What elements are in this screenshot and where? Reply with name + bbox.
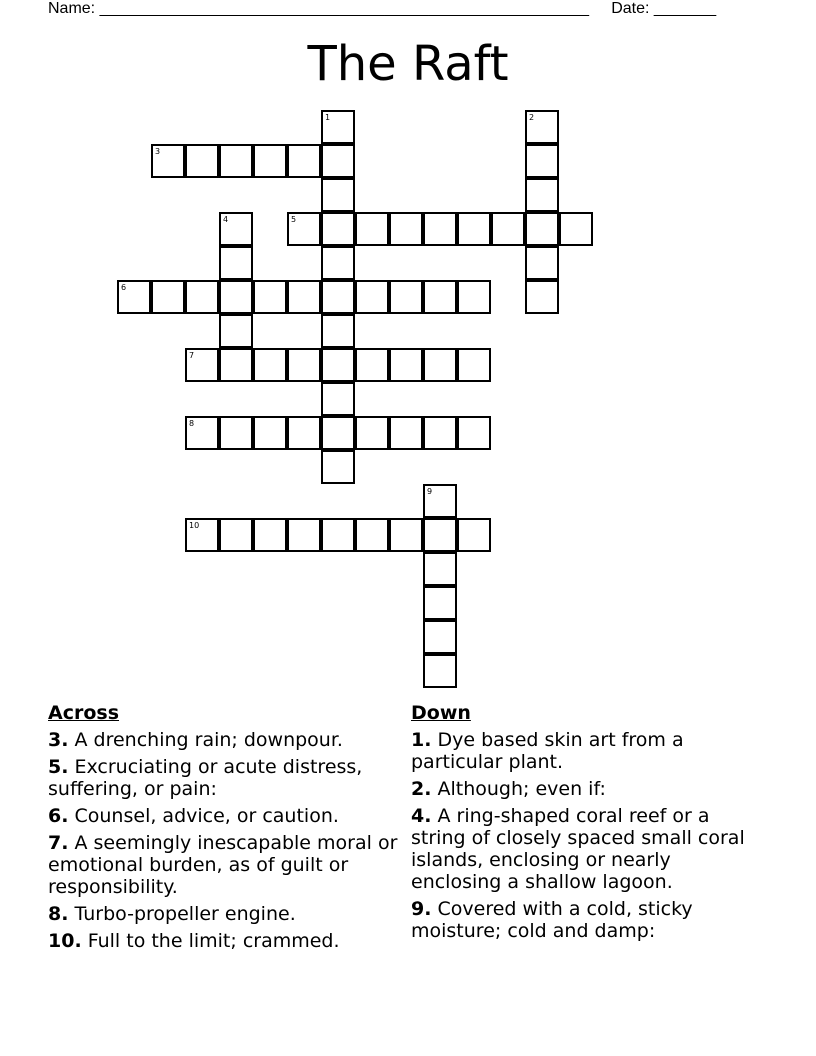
crossword-cell[interactable]	[253, 518, 287, 552]
down-heading: Down	[411, 702, 471, 724]
crossword-cell[interactable]	[287, 348, 321, 382]
crossword-cell[interactable]	[321, 314, 355, 348]
cell-number: 2	[529, 113, 535, 122]
crossword-cell[interactable]	[423, 484, 457, 518]
cell-number: 3	[155, 147, 161, 156]
across-heading: Across	[48, 702, 120, 724]
clue-number: 4.	[411, 805, 432, 827]
crossword-cell[interactable]	[457, 416, 491, 450]
crossword-cell[interactable]	[389, 212, 423, 246]
clue-text: A ring-shaped coral reef or a string of closely spaced small coral islands, enclosing or nearly enclosing a shallow lagoon.	[411, 805, 745, 893]
crossword-cell[interactable]	[219, 518, 253, 552]
cell-number: 9	[427, 487, 433, 496]
crossword-cell[interactable]	[219, 348, 253, 382]
down-clue	[411, 778, 761, 800]
crossword-cell[interactable]	[355, 518, 389, 552]
crossword-cell[interactable]	[423, 586, 457, 620]
clue-text: Turbo-propeller engine.	[74, 903, 296, 925]
crossword-cell[interactable]	[287, 416, 321, 450]
across-clue	[48, 729, 398, 751]
across-clue	[48, 903, 398, 925]
crossword-cell[interactable]	[423, 654, 457, 688]
clue-text: Full to the limit; crammed.	[87, 930, 340, 952]
crossword-cell[interactable]	[151, 280, 185, 314]
clue-text: Excruciating or acute distress, suffering, or pain:	[48, 756, 363, 800]
crossword-cell[interactable]	[321, 144, 355, 178]
down-clue	[411, 898, 761, 942]
crossword-cell[interactable]	[185, 348, 219, 382]
clue-text: A drenching rain; downpour.	[74, 729, 343, 751]
crossword-cell[interactable]	[185, 518, 219, 552]
clue-text: Covered with a cold, sticky moisture; cold and damp:	[411, 898, 693, 942]
crossword-cell[interactable]	[321, 178, 355, 212]
cell-number: 7	[189, 351, 195, 360]
crossword-cell[interactable]	[321, 246, 355, 280]
crossword-cell[interactable]	[253, 416, 287, 450]
crossword-cell[interactable]	[355, 416, 389, 450]
across-clues	[48, 701, 398, 957]
cell-number: 10	[189, 521, 200, 530]
clue-text: A seemingly inescapable moral or emotional burden, as of guilt or responsibility.	[48, 832, 398, 898]
down-clue	[411, 729, 761, 773]
crossword-cell[interactable]	[219, 144, 253, 178]
crossword-cell[interactable]	[321, 518, 355, 552]
crossword-cell[interactable]	[355, 348, 389, 382]
clue-number: 6.	[48, 805, 69, 827]
crossword-cell[interactable]	[423, 416, 457, 450]
crossword-cell[interactable]	[423, 518, 457, 552]
crossword-cell[interactable]	[525, 212, 559, 246]
clue-text: Counsel, advice, or caution.	[74, 805, 339, 827]
crossword-cell[interactable]	[321, 280, 355, 314]
crossword-cell[interactable]	[559, 212, 593, 246]
crossword-cell[interactable]	[321, 110, 355, 144]
clue-text: Dye based skin art from a particular plant.	[411, 729, 684, 773]
crossword-cell[interactable]	[423, 212, 457, 246]
cell-number: 4	[223, 215, 229, 224]
down-clues	[411, 701, 761, 947]
crossword-cell[interactable]	[389, 348, 423, 382]
clue-text: Although; even if:	[437, 778, 606, 800]
crossword-cell[interactable]	[253, 144, 287, 178]
crossword-cell[interactable]	[457, 280, 491, 314]
crossword-cell[interactable]	[525, 280, 559, 314]
crossword-cell[interactable]	[389, 416, 423, 450]
crossword-cell[interactable]	[321, 348, 355, 382]
crossword-cell[interactable]	[525, 110, 559, 144]
crossword-cell[interactable]	[287, 212, 321, 246]
crossword-cell[interactable]	[287, 518, 321, 552]
crossword-cell[interactable]	[287, 144, 321, 178]
clue-number: 3.	[48, 729, 69, 751]
clue-number: 9.	[411, 898, 432, 920]
crossword-cell[interactable]	[423, 348, 457, 382]
crossword-cell[interactable]	[491, 212, 525, 246]
crossword-cell[interactable]	[355, 280, 389, 314]
cell-number: 5	[291, 215, 297, 224]
crossword-cell[interactable]	[389, 518, 423, 552]
crossword-cell[interactable]	[423, 552, 457, 586]
crossword-cell[interactable]	[525, 144, 559, 178]
crossword-cell[interactable]	[219, 246, 253, 280]
down-clue	[411, 805, 761, 893]
across-clue	[48, 832, 398, 898]
clue-number: 1.	[411, 729, 432, 751]
crossword-cell[interactable]	[117, 280, 151, 314]
clue-number: 2.	[411, 778, 432, 800]
crossword-cell[interactable]	[321, 212, 355, 246]
crossword-cell[interactable]	[253, 348, 287, 382]
crossword-cell[interactable]	[423, 280, 457, 314]
crossword-cell[interactable]	[287, 280, 321, 314]
crossword-cell[interactable]	[355, 212, 389, 246]
crossword-cell[interactable]	[185, 144, 219, 178]
crossword-cell[interactable]	[321, 382, 355, 416]
crossword-cell[interactable]	[253, 280, 287, 314]
clue-number: 8.	[48, 903, 69, 925]
crossword-cell[interactable]	[185, 416, 219, 450]
crossword-cell[interactable]	[219, 280, 253, 314]
crossword-cell[interactable]	[219, 212, 253, 246]
crossword-cell[interactable]	[219, 416, 253, 450]
cell-number: 6	[121, 283, 127, 292]
name-date-line: Name: _______________________________________________________ Date: _______	[48, 0, 717, 17]
cell-number: 1	[325, 113, 331, 122]
crossword-cell[interactable]	[151, 144, 185, 178]
crossword-cell[interactable]	[457, 518, 491, 552]
crossword-cell[interactable]	[321, 416, 355, 450]
crossword-cell[interactable]	[185, 280, 219, 314]
cell-number: 8	[189, 419, 195, 428]
clue-number: 7.	[48, 832, 69, 854]
across-clue	[48, 756, 398, 800]
across-clue	[48, 930, 398, 952]
crossword-cell[interactable]	[525, 178, 559, 212]
crossword-cell[interactable]	[525, 246, 559, 280]
crossword-cell[interactable]	[423, 620, 457, 654]
crossword-cell[interactable]	[457, 212, 491, 246]
crossword-cell[interactable]	[321, 450, 355, 484]
crossword-cell[interactable]	[457, 348, 491, 382]
puzzle-title: The Raft	[307, 36, 509, 92]
clue-number: 5.	[48, 756, 69, 778]
crossword-cell[interactable]	[389, 280, 423, 314]
across-clue	[48, 805, 398, 827]
clue-number: 10.	[48, 930, 82, 952]
crossword-cell[interactable]	[219, 314, 253, 348]
